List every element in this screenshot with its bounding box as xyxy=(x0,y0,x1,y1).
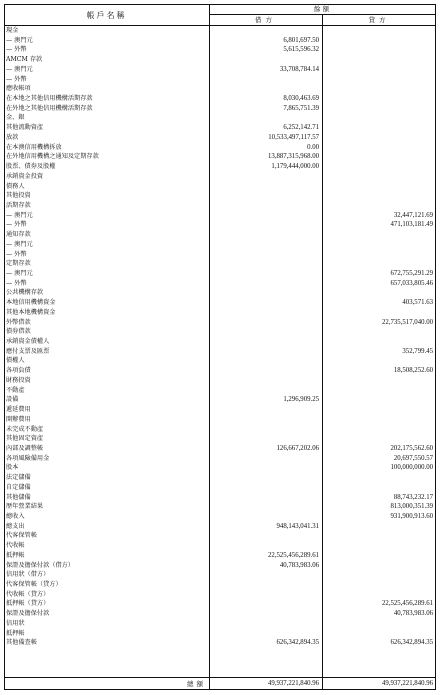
table-row xyxy=(4,250,436,259)
account-name: 歷年營業結果 xyxy=(6,503,44,511)
account-name: 放款 xyxy=(6,133,19,141)
table-row xyxy=(4,298,436,307)
table-row xyxy=(4,269,436,278)
account-name: 各項負債 xyxy=(6,367,31,375)
account-name: 股票、債券及股權 xyxy=(6,163,56,171)
total-row xyxy=(4,678,436,690)
table-row xyxy=(4,522,436,531)
header-debit: 借方 xyxy=(255,16,276,24)
account-name: 設備 xyxy=(6,396,19,404)
debit-amount: 7,865,751.39 xyxy=(283,104,319,112)
debit-amount: 1,179,444,000.00 xyxy=(271,163,319,171)
account-name: 法定儲備 xyxy=(6,474,31,482)
account-name: 債務人 xyxy=(6,182,25,190)
account-name: 承銷資金債權人 xyxy=(6,338,50,346)
debit-amount: 10,533,497,117.57 xyxy=(268,133,319,141)
table-row xyxy=(4,327,436,336)
table-row xyxy=(4,201,436,210)
header-account-name: 帳戶名稱 xyxy=(86,10,127,20)
table-row xyxy=(4,638,436,647)
account-name: 代收帳 xyxy=(6,542,25,550)
account-name: 保證及擔保付款 xyxy=(6,610,50,618)
table-row xyxy=(4,561,436,570)
account-name: — 澳門元 xyxy=(6,240,33,248)
debit-amount: 6,252,142.71 xyxy=(283,124,319,132)
account-name: — 外幣 xyxy=(6,221,27,229)
credit-amount: 672,755,291.29 xyxy=(390,270,433,277)
account-name: 總支出 xyxy=(6,522,25,530)
debit-amount: 1,296,909.25 xyxy=(283,396,319,404)
table-row xyxy=(4,454,436,463)
account-name: — 外幣 xyxy=(6,250,27,258)
account-name: 其他投資 xyxy=(6,192,31,200)
debit-amount: 13,887,315,968.00 xyxy=(268,153,319,161)
debit-amount: 33,708,784.14 xyxy=(279,65,319,73)
credit-amount: 931,900,913.60 xyxy=(390,513,433,520)
header-credit: 貸方 xyxy=(368,16,390,24)
debit-amount: 126,667,202.06 xyxy=(276,444,319,452)
debit-amount: 40,783,983.06 xyxy=(279,561,319,569)
credit-amount: 813,000,351.39 xyxy=(390,503,433,511)
table-row xyxy=(4,619,436,628)
table-row xyxy=(4,356,436,365)
account-name: 外幣借款 xyxy=(6,318,31,326)
table-row xyxy=(4,444,436,453)
account-name: 遞延費用 xyxy=(6,406,31,414)
account-name: 總收入 xyxy=(6,513,25,520)
account-name: 信用狀 xyxy=(6,619,25,627)
table-row xyxy=(4,463,436,472)
debit-amount: 5,615,596.32 xyxy=(283,46,319,54)
table-row xyxy=(4,36,436,45)
account-name: 應收帳項 xyxy=(6,85,31,93)
account-name: 活期存款 xyxy=(6,201,31,209)
account-name: 代客保管帳（貸方） xyxy=(6,581,62,589)
credit-amount: 657,033,805.46 xyxy=(390,279,433,287)
table-row xyxy=(4,172,436,181)
table-row xyxy=(4,599,436,608)
account-name: 各項風險備用金 xyxy=(6,454,50,462)
account-name: — 外幣 xyxy=(6,279,27,287)
table-row xyxy=(4,386,436,395)
credit-amount: 20,697,550.57 xyxy=(393,454,433,462)
table-row xyxy=(4,211,436,220)
table-row xyxy=(4,590,436,599)
account-name: 債券借款 xyxy=(6,328,31,336)
account-name: AMCM 存款 xyxy=(6,56,43,64)
credit-amount: 22,735,517,040.00 xyxy=(382,318,433,326)
account-name: 金、銀 xyxy=(6,114,25,122)
account-name: 在本澳信用機構拆放 xyxy=(6,143,62,151)
account-name: 抵押帳 xyxy=(6,629,25,637)
table-row xyxy=(4,570,436,579)
table-row xyxy=(4,473,436,482)
table-row xyxy=(4,26,436,35)
table-row xyxy=(4,415,436,424)
account-name: 開辦費用 xyxy=(6,415,31,423)
account-name: 承銷資金投資 xyxy=(6,172,44,180)
account-name: 未完成不動產 xyxy=(6,425,44,433)
account-name: — 澳門元 xyxy=(6,270,33,277)
credit-amount: 22,525,456,289.61 xyxy=(382,600,433,608)
credit-amount: 100,000,000.00 xyxy=(390,464,433,472)
account-name: — 澳門元 xyxy=(6,211,33,219)
account-name: — 澳門元 xyxy=(6,65,33,73)
table-row xyxy=(4,366,436,375)
table-row xyxy=(4,629,436,638)
table-row xyxy=(4,288,436,297)
credit-amount: 352,799.45 xyxy=(402,347,433,355)
account-name: 不動產 xyxy=(6,386,25,394)
table-row xyxy=(4,75,436,84)
account-name: 應付支票及匯票 xyxy=(6,347,50,355)
table-row xyxy=(4,512,436,521)
account-name: 抵押帳（貸方） xyxy=(6,600,50,608)
account-name: 債權人 xyxy=(6,357,25,365)
account-name: 自定儲備 xyxy=(6,483,31,491)
account-name: 其他備查帳 xyxy=(6,639,37,647)
debit-amount: 0.00 xyxy=(307,143,319,151)
total-credit: 49,937,221,840.96 xyxy=(382,680,433,687)
account-name: 本地信用機構資金 xyxy=(6,299,56,307)
account-name: 在外地之其他信用機構活期存款 xyxy=(6,104,93,112)
table-row xyxy=(4,94,436,103)
table-row xyxy=(4,531,436,540)
table-row xyxy=(4,308,436,317)
account-name: 通知存款 xyxy=(6,231,31,239)
table-row xyxy=(4,240,436,249)
trial-balance-sheet xyxy=(4,4,436,690)
account-name: 股本 xyxy=(6,464,19,472)
debit-amount: 948,143,041.31 xyxy=(276,522,319,530)
credit-amount: 471,103,181.49 xyxy=(390,221,433,229)
account-name: 其他本地機構資金 xyxy=(6,308,56,316)
table-row xyxy=(4,434,436,443)
debit-amount: 6,801,697.50 xyxy=(283,36,319,44)
debit-amount: 8,030,463.69 xyxy=(283,95,319,103)
table-row xyxy=(4,84,436,93)
account-name: 抵押帳 xyxy=(6,551,25,559)
table-row xyxy=(4,376,436,385)
table-row xyxy=(4,502,436,511)
table-row xyxy=(4,609,436,618)
table-row xyxy=(4,152,436,161)
credit-amount: 403,571.63 xyxy=(402,299,433,307)
table-row xyxy=(4,55,436,64)
table-row xyxy=(4,279,436,288)
account-name: 保證及擔保付款（借方） xyxy=(6,561,75,569)
table-row xyxy=(4,337,436,346)
account-name: 代收帳（貸方） xyxy=(6,590,50,598)
debit-amount: 626,342,894.35 xyxy=(276,639,319,647)
table-row xyxy=(4,45,436,54)
credit-amount: 202,175,562.60 xyxy=(390,444,433,452)
table-row xyxy=(4,65,436,74)
table-row xyxy=(4,220,436,229)
table-row xyxy=(4,182,436,191)
table-row xyxy=(4,405,436,414)
account-name: 在本地之其他信用機構活期存款 xyxy=(6,95,93,103)
table-row xyxy=(4,259,436,268)
credit-amount: 40,783,983.06 xyxy=(393,610,433,618)
credit-amount: 18,508,252.60 xyxy=(393,367,433,375)
account-name: — 外幣 xyxy=(6,46,27,54)
credit-amount: 626,342,894.35 xyxy=(390,639,433,647)
account-name: 公共機構存款 xyxy=(6,289,44,297)
account-name: 在外地信用機構之通知及定期存款 xyxy=(6,153,99,161)
table-row xyxy=(4,162,436,171)
table-row xyxy=(4,318,436,327)
account-name: 現金 xyxy=(6,27,19,34)
table-row xyxy=(4,230,436,239)
table-row xyxy=(4,133,436,142)
table-header xyxy=(4,4,436,26)
table-row xyxy=(4,347,436,356)
account-name: 代客保管帳 xyxy=(6,532,37,540)
account-name: 財務投資 xyxy=(6,376,31,384)
table-row xyxy=(4,580,436,589)
credit-amount: 88,743,232.17 xyxy=(393,493,433,501)
table-row xyxy=(4,425,436,434)
header-balance: 餘額 xyxy=(314,5,331,13)
credit-amount: 32,447,121.69 xyxy=(393,211,433,219)
table-row xyxy=(4,104,436,113)
total-debit: 49,937,221,840.96 xyxy=(268,680,319,687)
account-name: 其他流動資產 xyxy=(6,124,44,132)
table-row xyxy=(4,483,436,492)
account-name: 信用狀（借方） xyxy=(6,571,50,579)
table-row xyxy=(4,395,436,404)
table-row xyxy=(4,191,436,200)
table-row xyxy=(4,143,436,152)
account-name: 內部及調整帳 xyxy=(6,444,44,452)
total-label: 總額 xyxy=(187,680,206,688)
account-name: 其他儲備 xyxy=(6,493,31,501)
table-row xyxy=(4,541,436,550)
table-row xyxy=(4,551,436,560)
table-row xyxy=(4,493,436,502)
table-row xyxy=(4,123,436,132)
account-name: — 外幣 xyxy=(6,75,27,83)
debit-amount: 22,525,456,289.61 xyxy=(268,551,319,559)
account-name: — 澳門元 xyxy=(6,36,33,44)
table-row xyxy=(4,113,436,122)
account-name: 其他固定資產 xyxy=(6,435,44,443)
account-name: 定期存款 xyxy=(6,260,31,268)
